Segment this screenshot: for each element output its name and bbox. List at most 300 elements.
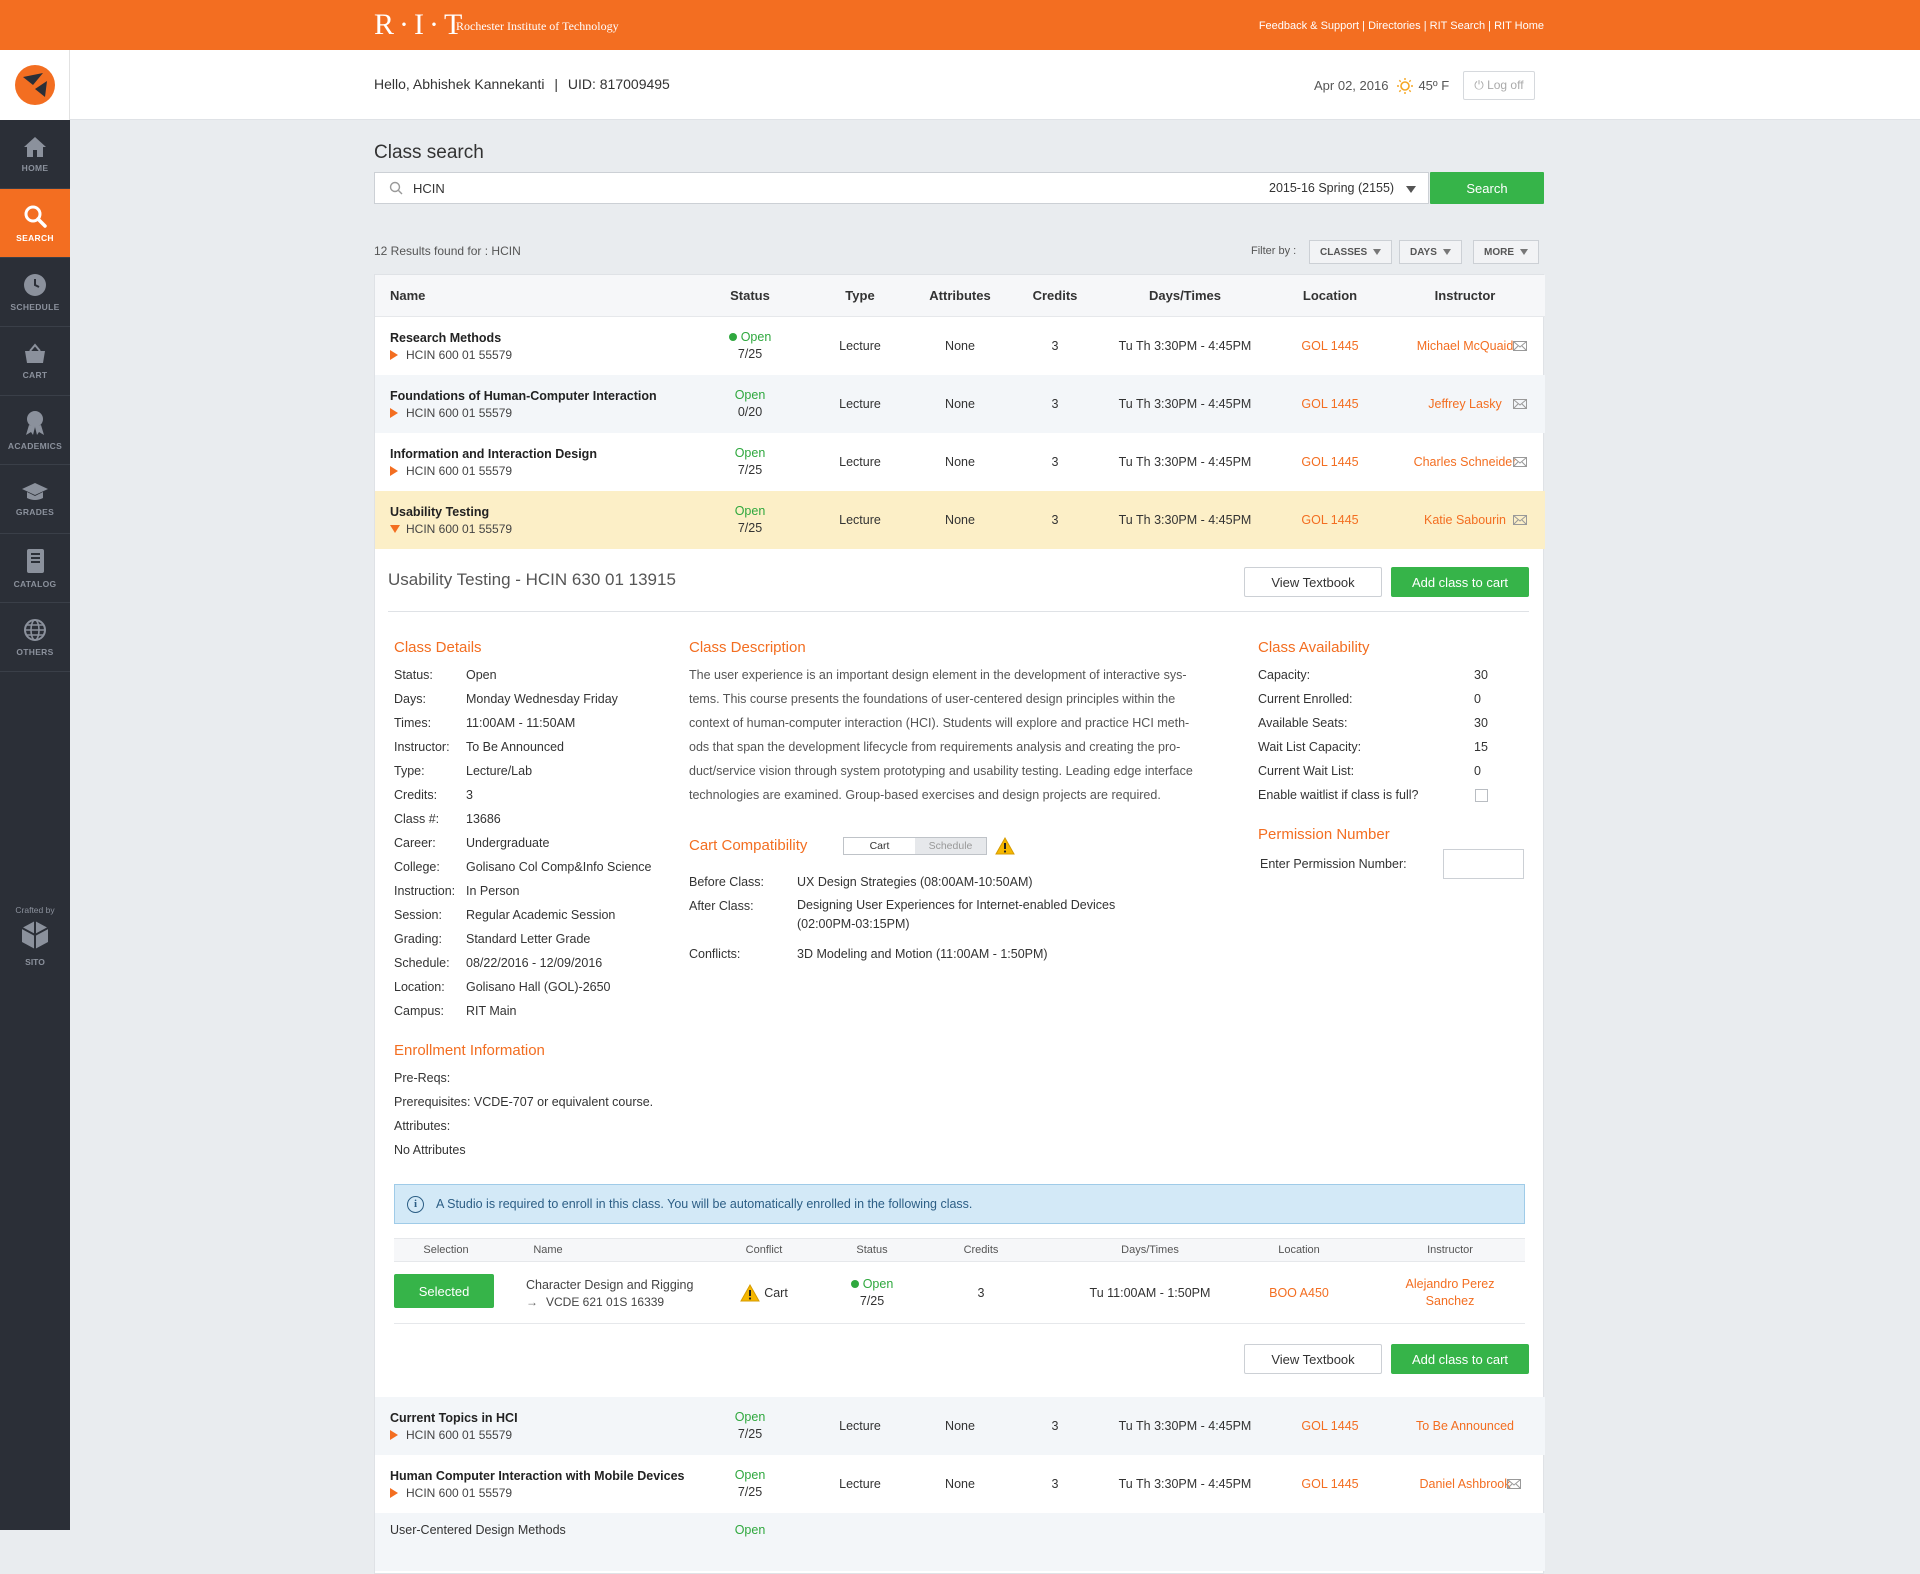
description-line: technologies are examined. Group-based exercises and design projects are required.	[689, 788, 1161, 802]
warning-icon	[740, 1284, 760, 1302]
studio-col-name: Name	[533, 1244, 563, 1256]
studio-course-code	[526, 1295, 664, 1309]
compat-toggle[interactable]	[843, 837, 987, 855]
detail-row	[394, 759, 652, 783]
course-code	[390, 1486, 512, 1500]
permission-label: Enter Permission Number:	[1260, 857, 1407, 871]
detail-row	[394, 999, 652, 1023]
search-query: HCIN	[413, 180, 445, 196]
detail-value: 08/22/2016 - 12/09/2016	[466, 956, 603, 970]
status-cell	[715, 491, 785, 549]
rit-logo[interactable]: R·I·T	[374, 8, 468, 41]
compat-after	[689, 894, 1115, 936]
detail-value: 13686	[466, 812, 501, 826]
detail-value: 11:00AM - 11:50AM	[466, 716, 576, 730]
course-name[interactable]: Usability Testing	[390, 504, 490, 519]
course-name[interactable]: Research Methods	[390, 330, 502, 345]
compat-value: UX Design Strategies (08:00AM-10:50AM)	[797, 875, 1033, 889]
crafted-by-label: Crafted by	[15, 905, 55, 915]
course-code-text: HCIN 600 01 55579	[406, 1427, 513, 1442]
sidebar-item-label: SEARCH	[16, 232, 54, 243]
view-textbook-button-bottom[interactable]: View Textbook	[1244, 1344, 1382, 1374]
compat-tab-cart[interactable]: Cart	[844, 838, 915, 854]
instructor-link[interactable]: Daniel Ashbrook	[1419, 1477, 1511, 1491]
detail-key: College:	[394, 860, 440, 874]
detail-key: Status:	[394, 668, 433, 682]
link-rit-search[interactable]: RIT Search	[1429, 20, 1486, 32]
col-type: Type	[845, 288, 875, 303]
course-code	[390, 464, 512, 478]
divider	[388, 611, 1529, 612]
course-code-text: HCIN 600 01 55579	[406, 1485, 513, 1500]
course-name[interactable]: User-Centered Design Methods	[390, 1523, 566, 1537]
row-name-cell	[390, 1397, 518, 1455]
detail-value: Monday Wednesday Friday	[466, 692, 618, 706]
link-rit-home[interactable]: RIT Home	[1494, 20, 1544, 32]
filter-days-button[interactable]	[1399, 240, 1462, 264]
filter-more-label: MORE	[1484, 246, 1514, 258]
studio-instructor-line: Sanchez	[1425, 1293, 1475, 1308]
top-links: Feedback & Support | Directories | RIT Search | RIT Home	[1258, 20, 1544, 32]
app-logo-icon	[13, 63, 57, 107]
table-row-selected[interactable]	[375, 491, 1545, 549]
studio-conflict-cell	[724, 1262, 804, 1323]
studio-seats: 7/25	[859, 1293, 885, 1308]
type-cell: Lecture	[839, 397, 881, 411]
status-cell	[715, 375, 785, 433]
table-row[interactable]	[375, 1397, 1545, 1455]
days-cell: Tu Th 3:30PM - 4:45PM	[1118, 513, 1252, 527]
studio-col-credits: Credits	[963, 1244, 999, 1256]
availability-value: 15	[1474, 740, 1488, 754]
mail-icon[interactable]	[1505, 375, 1535, 433]
crafted-by-name: SITO	[25, 957, 45, 967]
studio-col-selection: Selection	[423, 1244, 469, 1256]
course-name[interactable]: Human Computer Interaction with Mobile Devices	[390, 1468, 685, 1483]
mail-icon[interactable]	[1505, 433, 1535, 491]
home-icon	[23, 136, 47, 158]
compat-value: Designing User Experiences for Internet-enabled Devices (02:00PM-03:15PM)	[797, 898, 1116, 931]
detail-row	[394, 711, 652, 735]
studio-status-open	[851, 1276, 894, 1293]
availability-key: Available Seats:	[1258, 716, 1348, 730]
course-name[interactable]: Information and Interaction Design	[390, 446, 597, 461]
status-cell	[715, 317, 785, 375]
detail-row	[394, 807, 652, 831]
credits-cell: 3	[1051, 513, 1059, 527]
availability-value: 30	[1474, 716, 1488, 730]
availability-row	[1258, 783, 1488, 807]
seats: 7/25	[737, 1485, 763, 1499]
graduation-cap-icon	[21, 482, 49, 502]
availability-row	[1258, 735, 1488, 759]
studio-course-name[interactable]: Character Design and Rigging	[526, 1277, 694, 1292]
seats: 7/25	[737, 347, 763, 361]
attributes-cell: None	[945, 513, 975, 527]
availability-value: 0	[1474, 764, 1481, 778]
course-name[interactable]: Current Topics in HCI	[390, 1410, 518, 1425]
link-directories[interactable]: Directories	[1368, 20, 1421, 32]
location-link[interactable]: GOL 1445	[1301, 397, 1359, 411]
status-open	[729, 329, 772, 346]
days-cell: Tu Th 3:30PM - 4:45PM	[1118, 455, 1252, 469]
status-text: Open	[734, 446, 766, 460]
detail-title: Usability Testing - HCIN 630 01 13915	[388, 570, 676, 589]
search-input[interactable]	[374, 172, 1258, 204]
table-row[interactable]	[375, 317, 1545, 375]
chevron-down-icon	[1406, 186, 1416, 193]
mail-icon[interactable]	[1499, 1455, 1529, 1513]
enrollment-line: Prerequisites: VCDE-707 or equivalent course.	[394, 1095, 654, 1109]
sidebar-item-label: HOME	[21, 162, 49, 173]
rit-logo-subtitle: Rochester Institute of Technology	[456, 19, 619, 33]
description-line: duct/service vision through system prototyping and usability testing. Leading edge interface	[689, 764, 1193, 778]
description-line: The user experience is an important design element in the development of interactive sys-	[689, 668, 1187, 682]
studio-instructor-link[interactable]	[1375, 1262, 1525, 1323]
enrollment-line: Attributes:	[394, 1119, 451, 1133]
availability-title: Class Availability	[1258, 639, 1370, 656]
status-dot-icon	[729, 333, 737, 341]
availability-key: Wait List Capacity:	[1258, 740, 1362, 754]
enrollment-line: No Attributes	[394, 1143, 466, 1157]
studio-col-location: Location	[1278, 1244, 1320, 1256]
instructor-link[interactable]: To Be Announced	[1416, 1419, 1514, 1433]
sidebar-item-cart[interactable]	[0, 327, 70, 396]
detail-value: Regular Academic Session	[466, 908, 616, 922]
sidebar-item-label: ACADEMICS	[7, 440, 63, 451]
row-name-cell	[390, 375, 657, 433]
course-code	[390, 522, 512, 536]
type-cell: Lecture	[839, 455, 881, 469]
availability-key: Current Wait List:	[1258, 764, 1355, 778]
detail-key: Times:	[394, 716, 432, 730]
location-link[interactable]: GOL 1445	[1301, 339, 1359, 353]
term-value: 2015-16 Spring (2155)	[1269, 181, 1395, 195]
description-title: Class Description	[689, 639, 806, 656]
seats: 7/25	[737, 463, 763, 477]
table-row[interactable]	[375, 1455, 1545, 1513]
detail-key: Session:	[394, 908, 442, 922]
app-logo[interactable]	[0, 50, 70, 120]
col-attributes: Attributes	[929, 288, 991, 303]
mail-icon[interactable]	[1505, 491, 1535, 549]
class-details-title: Class Details	[394, 639, 482, 656]
instructor-link[interactable]: Katie Sabourin	[1423, 513, 1506, 527]
type-cell: Lecture	[839, 1419, 881, 1433]
attributes-cell: None	[945, 1477, 975, 1491]
greeting-name: Hello, Abhishek Kannekanti	[374, 76, 545, 92]
detail-row	[394, 927, 652, 951]
col-credits: Credits	[1032, 288, 1078, 303]
detail-value: Undergraduate	[466, 836, 550, 850]
studio-notice	[394, 1184, 1525, 1224]
book-icon	[24, 548, 46, 574]
studio-notice-text: A Studio is required to enroll in this class. You will be automatically enrolled in the following class.	[436, 1197, 973, 1211]
studio-col-days: Days/Times	[1121, 1244, 1179, 1256]
table-row[interactable]	[375, 375, 1545, 433]
status-text: Open	[734, 1410, 766, 1424]
detail-row	[394, 975, 652, 999]
sun-icon	[1396, 77, 1414, 95]
user-header	[70, 50, 1920, 120]
detail-row	[394, 783, 652, 807]
sidebar-item-schedule[interactable]	[0, 258, 70, 327]
status-cell	[715, 1397, 785, 1455]
detail-key: Career:	[394, 836, 436, 850]
studio-days: Tu 11:00AM - 1:50PM	[1089, 1285, 1211, 1300]
type-cell: Lecture	[839, 1477, 881, 1491]
attributes-cell: None	[945, 397, 975, 411]
seats: 7/25	[737, 521, 763, 535]
detail-value: In Person	[466, 884, 520, 898]
link-feedback[interactable]: Feedback & Support	[1258, 20, 1360, 32]
location-link[interactable]: GOL 1445	[1301, 455, 1359, 469]
studio-row	[394, 1262, 1525, 1324]
detail-key: Campus:	[394, 1004, 445, 1018]
sidebar-item-label: SCHEDULE	[10, 301, 60, 312]
col-location: Location	[1302, 288, 1358, 303]
credits-cell: 3	[1051, 339, 1059, 353]
detail-row	[394, 903, 652, 927]
waitlist-checkbox[interactable]	[1475, 789, 1488, 802]
location-link[interactable]: GOL 1445	[1301, 513, 1359, 527]
mail-icon[interactable]	[1505, 317, 1535, 375]
course-name[interactable]: Foundations of Human-Computer Interaction	[390, 388, 657, 403]
results-count: 12 Results found for : HCIN	[374, 244, 521, 258]
expand-arrow-icon[interactable]	[390, 408, 398, 418]
row-name-cell	[390, 1455, 685, 1513]
seats: 0/20	[737, 405, 763, 419]
compat-conflicts	[689, 942, 1048, 966]
studio-table-header	[394, 1238, 1525, 1262]
arrow-right-icon: →	[526, 1294, 538, 1309]
detail-value: Open	[466, 668, 497, 682]
sito-logo-icon	[19, 919, 51, 951]
detail-key: Days:	[394, 692, 426, 706]
logoff-label: Log off	[1487, 78, 1524, 92]
sidebar-item-home[interactable]	[0, 120, 70, 189]
status-cell	[715, 1455, 785, 1513]
detail-row	[394, 735, 652, 759]
status-text: Open	[734, 1523, 766, 1537]
status-dot-icon	[851, 1280, 859, 1288]
search-icon	[23, 204, 47, 228]
instructor-link[interactable]: Charles Schneider	[1413, 455, 1517, 469]
enrollment-list	[394, 1066, 653, 1162]
detail-key: Location:	[394, 980, 445, 994]
sidebar-item-search[interactable]	[0, 189, 70, 258]
filter-more-button[interactable]	[1473, 240, 1539, 264]
studio-name-cell	[526, 1262, 693, 1324]
detail-key: Instruction:	[394, 884, 456, 898]
course-code-text: HCIN 600 01 55579	[406, 521, 513, 536]
term-select[interactable]	[1257, 172, 1429, 204]
filter-label: Filter by :	[1251, 245, 1297, 257]
search-icon	[389, 181, 403, 195]
days-cell: Tu Th 3:30PM - 4:45PM	[1118, 1419, 1252, 1433]
description-line: context of human-computer interaction (HCI). Students will explore and practice HCI meth-	[689, 716, 1190, 730]
instructor-link[interactable]: Michael McQuaid	[1416, 339, 1514, 353]
filter-classes-label: CLASSES	[1320, 246, 1368, 258]
compat-title: Cart Compatibility	[689, 837, 808, 854]
studio-instructor-line: Alejandro Perez	[1405, 1276, 1495, 1291]
waitlist-label: Enable waitlist if class is full?	[1258, 788, 1419, 802]
availability-row	[1258, 759, 1488, 783]
credits-cell: 3	[1051, 397, 1059, 411]
col-instructor: Instructor	[1434, 288, 1496, 303]
class-details-list	[394, 663, 652, 1023]
compat-key: Before Class:	[689, 875, 765, 889]
add-to-cart-button[interactable]: Add class to cart	[1391, 567, 1529, 597]
col-name: Name	[390, 288, 426, 303]
course-code-text: HCIN 600 01 55579	[406, 463, 513, 478]
permission-title: Permission Number	[1258, 826, 1390, 843]
attributes-cell: None	[945, 339, 975, 353]
filter-classes-button[interactable]	[1309, 240, 1392, 264]
enrollment-line: Pre-Reqs:	[394, 1071, 451, 1085]
availability-list	[1258, 663, 1488, 807]
type-cell: Lecture	[839, 513, 881, 527]
detail-value: Golisano Col Comp&Info Science	[466, 860, 652, 874]
detail-row	[394, 831, 652, 855]
detail-value: Lecture/Lab	[466, 764, 533, 778]
days-cell: Tu Th 3:30PM - 4:45PM	[1118, 397, 1252, 411]
status-text: Open	[734, 1468, 766, 1482]
col-status: Status	[730, 288, 770, 303]
studio-status-text: Open	[862, 1276, 894, 1291]
attributes-cell: None	[945, 455, 975, 469]
compat-value: 3D Modeling and Motion (11:00AM - 1:50PM)	[797, 947, 1048, 961]
availability-row	[1258, 663, 1488, 687]
description-line: tems. This course presents the foundations of user-centered design principles within the	[689, 692, 1176, 706]
col-days-times: Days/Times	[1148, 288, 1222, 303]
globe-icon	[23, 618, 47, 642]
detail-value: RIT Main	[466, 1004, 517, 1018]
expand-arrow-icon[interactable]	[390, 1488, 398, 1498]
description-line: ods that span the development lifecycle from requirements analysis and creating the pro-	[689, 740, 1181, 754]
info-icon: i	[407, 1196, 424, 1213]
studio-col-instructor: Instructor	[1427, 1244, 1473, 1256]
row-name-cell	[390, 433, 597, 491]
current-date: Apr 02, 2016	[1314, 78, 1389, 93]
sidebar-item-others[interactable]	[0, 603, 70, 672]
detail-key: Instructor:	[394, 740, 450, 754]
availability-value: 0	[1474, 692, 1481, 706]
table-header	[375, 275, 1545, 317]
status-text: Open	[734, 388, 766, 402]
credits-cell: 3	[1051, 455, 1059, 469]
expand-arrow-icon[interactable]	[390, 350, 398, 360]
chevron-down-icon	[1520, 249, 1528, 255]
sidebar-item-catalog[interactable]	[0, 534, 70, 603]
detail-row	[394, 855, 652, 879]
logoff-button[interactable]	[1463, 71, 1534, 100]
expand-arrow-icon[interactable]	[390, 1430, 398, 1440]
status-text: Open	[734, 504, 766, 518]
detail-row	[394, 663, 652, 687]
user-uid: UID: 817009495	[567, 76, 670, 92]
detail-value: 3	[466, 788, 473, 802]
chevron-down-icon	[1373, 249, 1381, 255]
attributes-cell: None	[945, 1419, 975, 1433]
view-textbook-button[interactable]: View Textbook	[1244, 567, 1382, 597]
compat-tab-schedule[interactable]: Schedule	[915, 838, 986, 854]
sidebar	[0, 50, 70, 1530]
sidebar-item-label: CATALOG	[13, 578, 57, 589]
studio-location-link[interactable]: BOO A450	[1269, 1285, 1329, 1300]
instructor-link[interactable]: Jeffrey Lasky	[1428, 397, 1502, 411]
detail-row	[394, 687, 652, 711]
status-text: Open	[740, 330, 772, 344]
location-link[interactable]: GOL 1445	[1301, 1419, 1359, 1433]
studio-col-status: Status	[856, 1244, 888, 1256]
crafted-by	[0, 905, 70, 967]
availability-key: Capacity:	[1258, 668, 1311, 682]
filter-days-label: DAYS	[1410, 246, 1437, 258]
row-name-cell	[390, 317, 512, 375]
sidebar-item-grades[interactable]	[0, 465, 70, 534]
studio-course-code-text: VCDE 621 01S 16339	[546, 1294, 665, 1309]
greeting: Hello, Abhishek Kannekanti | UID: 817009495	[374, 76, 670, 92]
availability-row	[1258, 687, 1488, 711]
location-link[interactable]: GOL 1445	[1301, 1477, 1359, 1491]
warning-icon	[995, 837, 1015, 855]
table-row[interactable]	[375, 433, 1545, 491]
course-code	[390, 1428, 512, 1442]
availability-value: 30	[1474, 668, 1488, 682]
chevron-down-icon	[1443, 249, 1451, 255]
credits-cell: 3	[1051, 1419, 1059, 1433]
sidebar-item-label: CART	[22, 369, 48, 380]
ribbon-icon	[24, 410, 46, 436]
compat-key: Conflicts:	[689, 947, 741, 961]
temperature: 45º F	[1418, 78, 1450, 93]
studio-conflict-text: Cart	[764, 1285, 788, 1300]
availability-key: Current Enrolled:	[1258, 692, 1353, 706]
table-row-partial[interactable]	[375, 1513, 1545, 1571]
top-bar	[0, 0, 1920, 50]
detail-value: To Be Announced	[466, 740, 564, 754]
search-button[interactable]: Search	[1430, 172, 1544, 204]
selected-button[interactable]: Selected	[394, 1274, 494, 1308]
detail-key: Credits:	[394, 788, 438, 802]
course-code	[390, 406, 512, 420]
add-to-cart-button-bottom[interactable]: Add class to cart	[1391, 1344, 1529, 1374]
enrollment-title: Enrollment Information	[394, 1042, 545, 1059]
course-code-text: HCIN 600 01 55579	[406, 347, 513, 362]
studio-status-cell	[832, 1262, 912, 1323]
sidebar-item-academics[interactable]	[0, 396, 70, 465]
expand-arrow-icon[interactable]	[390, 466, 398, 476]
seats: 7/25	[737, 1427, 763, 1441]
compat-key: After Class:	[689, 899, 754, 913]
detail-key: Type:	[394, 764, 425, 778]
sidebar-item-label: GRADES	[15, 506, 55, 517]
detail-key: Grading:	[394, 932, 442, 946]
days-cell: Tu Th 3:30PM - 4:45PM	[1118, 339, 1252, 353]
clock-icon	[23, 273, 47, 297]
course-code-text: HCIN 600 01 55579	[406, 405, 513, 420]
collapse-arrow-icon[interactable]	[390, 525, 400, 533]
studio-col-conflict: Conflict	[745, 1244, 783, 1256]
detail-row	[394, 951, 652, 975]
power-icon: ⏻	[1474, 78, 1484, 92]
detail-value: Golisano Hall (GOL)-2650	[466, 980, 611, 994]
permission-number-input[interactable]	[1443, 849, 1524, 879]
detail-row	[394, 879, 652, 903]
row-name-cell	[390, 491, 512, 549]
detail-key: Schedule:	[394, 956, 450, 970]
